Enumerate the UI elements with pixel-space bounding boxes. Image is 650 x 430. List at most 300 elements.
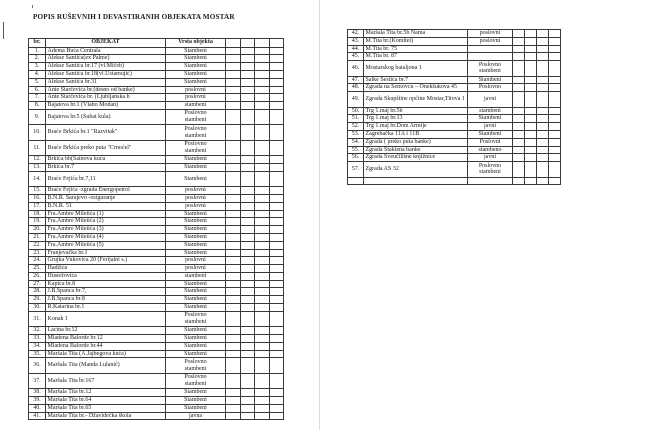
empty-cell [255,202,270,210]
empty-cell [537,37,549,45]
object-name: Braće Brkića br.1 "Razvitak" [46,125,166,140]
row-number: 36. [29,358,46,373]
object-type: Stambeni [468,115,513,123]
object-type: Stambeni [166,280,226,288]
margin-tick [32,5,33,8]
empty-cell [240,218,255,226]
empty-cell [513,130,525,138]
table-row [29,171,284,186]
left-table-body [29,47,284,420]
object-type: Poslovni [468,138,513,146]
table-row [29,350,284,358]
object-name: Maršala Tita br.- Džavidečka škola [46,412,166,420]
object-type: Stambeni [166,63,226,71]
empty-cell [255,241,270,249]
empty-cell [240,226,255,234]
object-name: B.N.R. 51 [46,202,166,210]
empty-cell [240,389,255,397]
empty-cell [549,146,561,154]
object-name: Braće Brkića preko puta "Crnoćel" [46,140,166,155]
row-number: 7. [29,94,46,102]
margin-mark [3,22,4,39]
empty-cell [240,194,255,202]
empty-cell [255,389,270,397]
object-type: poslovni [166,86,226,94]
empty-cell [240,202,255,210]
empty-cell [549,30,561,38]
row-number: 23. [29,249,46,257]
empty-cell [525,76,537,84]
object-type [166,171,226,186]
table-row [29,342,284,350]
empty-cell [537,84,549,92]
table-row [29,78,284,86]
row-number: 18. [29,210,46,218]
object-name: Zgrada AS 32 [364,162,468,177]
object-type: Stambeni [166,350,226,358]
object-type: stambeni [166,272,226,280]
object-type: Stambeni [166,163,226,171]
table-row [29,397,284,405]
table-row [29,265,284,273]
table-row [348,138,561,146]
row-number: 2. [29,55,46,63]
empty-cell [269,249,284,257]
object-type: Stambeni [166,288,226,296]
empty-cell [240,296,255,304]
object-name: Trg 1.maj br.Dom Armije [364,123,468,131]
empty-cell [255,125,270,140]
empty-cell [525,138,537,146]
object-name: Fra.Ambre Miletića (4) [46,233,166,241]
empty-cell [226,102,241,110]
empty-cell [269,218,284,226]
row-number: 19. [29,218,46,226]
empty-cell [240,280,255,288]
table-row [29,125,284,140]
empty-cell [255,412,270,420]
object-type: Stambeni [166,397,226,405]
table-row [29,233,284,241]
object-type: Stambeni [166,233,226,241]
empty-cell [226,86,241,94]
table-row [348,115,561,123]
table-row [29,63,284,71]
empty-cell [240,210,255,218]
object-name: Brkića br.7 [46,163,166,171]
object-name: Hadžića [46,265,166,273]
object-type: poslovni [166,94,226,102]
row-number: 39. [29,397,46,405]
empty-cell [513,115,525,123]
empty-cell [513,61,525,76]
empty-cell [240,241,255,249]
object-type [468,45,513,53]
object-type: Stambeni [468,130,513,138]
empty-cell [240,311,255,326]
table-row [348,45,561,53]
object-type: Stambeni [166,304,226,312]
object-type-text: Poslovno stambeni [184,125,207,139]
table-header-row [29,39,284,48]
empty-cell [269,194,284,202]
empty-cell [226,241,241,249]
empty-cell [269,102,284,110]
empty-cell [240,55,255,63]
object-name: J.B.Španca br.8 [46,296,166,304]
empty-cell [269,404,284,412]
empty-cell [255,194,270,202]
empty-cell [269,311,284,326]
empty-cell [226,249,241,257]
empty-cell [513,53,525,61]
empty-cell [240,327,255,335]
object-name: J.B.Španca br.7, [46,288,166,296]
empty-cell [525,53,537,61]
empty-cell [255,47,270,55]
table-row [29,94,284,102]
row-number: 28. [29,288,46,296]
empty-cell [226,47,241,55]
row-number: 17. [29,202,46,210]
row-number: 37. [29,373,46,388]
document-title: POPIS RUŠEVNIH I DEVASTIRANIH OBJEKATA MOSTAR [33,13,235,21]
object-type: Stambeni [166,210,226,218]
table-row [29,210,284,218]
object-type: poslovni [166,194,226,202]
object-type [166,109,226,124]
empty-cell [240,78,255,86]
empty-cell [255,94,270,102]
object-name: M.Tita br. 87 [364,53,468,61]
object-type: poslovni [166,257,226,265]
header-empty [226,39,241,48]
object-type: poslovni [468,37,513,45]
table-row [29,257,284,265]
empty-cell [226,156,241,164]
table-row [348,107,561,115]
empty-cell [240,86,255,94]
object-type: Stambeni [166,342,226,350]
table-row [29,404,284,412]
row-number: 42. [348,30,364,38]
object-type [166,140,226,155]
empty-cell [255,311,270,326]
empty-cell [255,272,270,280]
object-type [468,92,513,107]
empty-cell [269,140,284,155]
empty-cell [226,311,241,326]
row-number: 13. [29,163,46,171]
row-number: 20. [29,226,46,234]
empty-cell [226,288,241,296]
row-number: 35. [29,350,46,358]
table-row [29,218,284,226]
empty-cell [269,78,284,86]
page-divider [319,0,320,430]
empty-cell [240,156,255,164]
object-type: Stambeni [166,156,226,164]
empty-cell [255,296,270,304]
object-type: Stambeni [468,76,513,84]
row-number: 30. [29,304,46,312]
table-row [29,194,284,202]
object-type-text: Poslovno stambeni [478,61,502,75]
empty-cell [240,335,255,343]
object-name: Fra.Ambre Miletića (5) [46,241,166,249]
empty-cell [525,84,537,92]
row-number: 29. [29,296,46,304]
empty-cell [269,288,284,296]
empty-cell [226,94,241,102]
empty-cell [525,37,537,45]
object-name: Grujka Vukovića 20 (Ferijalni s.) [46,257,166,265]
empty-cell [549,138,561,146]
table-row [348,162,561,177]
object-type: Stambeni [166,404,226,412]
empty-cell [537,61,549,76]
empty-cell [537,45,549,53]
table-row [348,61,561,76]
object-name: Maršala Tita br.167 [46,373,166,388]
empty-cell [226,335,241,343]
header-empty [255,39,270,48]
table-row [29,140,284,155]
object-type [468,53,513,61]
row-number: 3. [29,63,46,71]
empty-cell [364,177,468,185]
empty-cell [226,55,241,63]
object-type: Stambeni [166,335,226,343]
empty-cell [269,373,284,388]
empty-cell [269,280,284,288]
row-number: 22. [29,241,46,249]
row-number: 50. [348,107,364,115]
table-row [348,37,561,45]
table-row [29,272,284,280]
row-number: 1. [29,47,46,55]
empty-cell [226,233,241,241]
object-name: Lacina br.12 [46,327,166,335]
row-number: 5. [29,78,46,86]
row-number: 51. [348,115,364,123]
empty-cell [525,146,537,154]
object-type-text: Poslovno stambeni [184,312,207,326]
empty-cell [269,171,284,186]
table-row [29,412,284,420]
empty-cell [255,109,270,124]
empty-cell [269,327,284,335]
empty-cell [255,210,270,218]
object-name: Kapica br.8 [46,280,166,288]
empty-cell [255,226,270,234]
empty-cell [255,288,270,296]
empty-cell [255,373,270,388]
object-type: Stambeni [166,55,226,63]
empty-cell [269,397,284,405]
row-number: 40. [29,404,46,412]
empty-cell [513,154,525,162]
empty-cell [255,140,270,155]
empty-cell [549,115,561,123]
right-page-table [347,29,561,185]
row-number: 55. [348,146,364,154]
empty-cell [525,130,537,138]
empty-cell [549,45,561,53]
empty-cell [240,342,255,350]
empty-cell [269,233,284,241]
row-number: 33. [29,335,46,343]
empty-cell [525,177,537,185]
object-type: Stambeni [166,296,226,304]
object-name: R.Katarina br.1 [46,304,166,312]
empty-cell [269,210,284,218]
empty-cell [513,92,525,107]
row-number: 57. [348,162,364,177]
empty-cell [525,154,537,162]
empty-cell [269,86,284,94]
empty-cell [240,187,255,195]
empty-cell [255,171,270,186]
table-row [29,187,284,195]
empty-cell [226,63,241,71]
object-type: stambeni [468,107,513,115]
empty-cell [226,202,241,210]
object-name: Mladena Balorde br.12 [46,335,166,343]
empty-cell [513,37,525,45]
object-name: Trg 1.maj br.5b [364,107,468,115]
empty-cell [255,163,270,171]
empty-cell [240,373,255,388]
empty-cell [240,288,255,296]
empty-cell [255,86,270,94]
row-number: 31. [29,311,46,326]
empty-cell [255,350,270,358]
empty-cell [226,257,241,265]
empty-cell [226,218,241,226]
empty-cell [549,92,561,107]
empty-cell [255,233,270,241]
object-type-text: Poslovno stambeni [184,358,207,372]
empty-cell [269,335,284,343]
object-name: Maršala Tita (A.Jajbegova kuća) [46,350,166,358]
table-row [348,76,561,84]
empty-cell [269,342,284,350]
right-table-body [348,30,561,185]
empty-cell [269,304,284,312]
table-row [29,55,284,63]
row-number: 27. [29,280,46,288]
empty-cell [226,70,241,78]
table-row [29,327,284,335]
empty-cell [226,272,241,280]
empty-cell [549,53,561,61]
object-name: Maršala Tita br.5b Nama [364,30,468,38]
empty-cell [269,187,284,195]
object-name: Ante Starčevića br. (Ljubljanska b [46,94,166,102]
object-type: javni [468,123,513,131]
empty-cell [255,257,270,265]
table-row [29,296,284,304]
empty-cell [513,123,525,131]
table-row [29,202,284,210]
row-number: 48. [348,84,364,92]
empty-cell [549,76,561,84]
empty-cell [240,70,255,78]
empty-cell [348,177,364,185]
row-number: 41. [29,412,46,420]
header-objekat: OBJEKAT [46,39,166,48]
empty-cell [240,140,255,155]
empty-cell [226,187,241,195]
empty-cell [240,94,255,102]
object-name: B.N.R. Sarajevo -osiguranje [46,194,166,202]
empty-cell [525,61,537,76]
empty-cell [269,163,284,171]
object-name: Fra.Ambre Miletića (2) [46,218,166,226]
empty-cell [226,280,241,288]
empty-cell [537,177,549,185]
empty-cell [513,76,525,84]
row-number: 26. [29,272,46,280]
row-number: 43. [348,37,364,45]
row-number: 10. [29,125,46,140]
empty-cell [269,202,284,210]
object-type: poslovni [166,265,226,273]
row-number: 44. [348,45,364,53]
object-type: Stambeni [166,389,226,397]
table-row [29,358,284,373]
empty-cell [525,30,537,38]
empty-cell [226,342,241,350]
empty-cell [226,304,241,312]
empty-cell [255,218,270,226]
table-row [348,146,561,154]
table-row [348,30,561,38]
object-name: Maršala Tita br.12 [46,389,166,397]
object-type: Stambeni [166,78,226,86]
object-type: poslovni [468,30,513,38]
row-number: 21. [29,233,46,241]
empty-cell [549,177,561,185]
object-name: Konak 1 [46,311,166,326]
object-type: javna [166,412,226,420]
table-row [29,102,284,110]
object-type-text: Poslovno stambeni [184,110,207,124]
empty-cell [226,373,241,388]
object-name: M.Tita br. 75 [364,45,468,53]
empty-cell [513,45,525,53]
empty-cell [537,130,549,138]
table-row [29,241,284,249]
object-name: Maršala Tita br.65 [46,404,166,412]
empty-cell [525,115,537,123]
empty-cell [240,272,255,280]
object-type [166,311,226,326]
empty-cell [255,280,270,288]
empty-cell [525,162,537,177]
empty-cell [240,265,255,273]
empty-cell [537,146,549,154]
table-row [29,335,284,343]
table-row [29,389,284,397]
empty-cell [269,389,284,397]
empty-cell [269,94,284,102]
empty-cell [255,70,270,78]
empty-cell [549,154,561,162]
object-name: Zgrada ( preko puta banke) [364,138,468,146]
object-name: Zgrada Skupštine općine Mostar,Titova 1 [364,92,468,107]
